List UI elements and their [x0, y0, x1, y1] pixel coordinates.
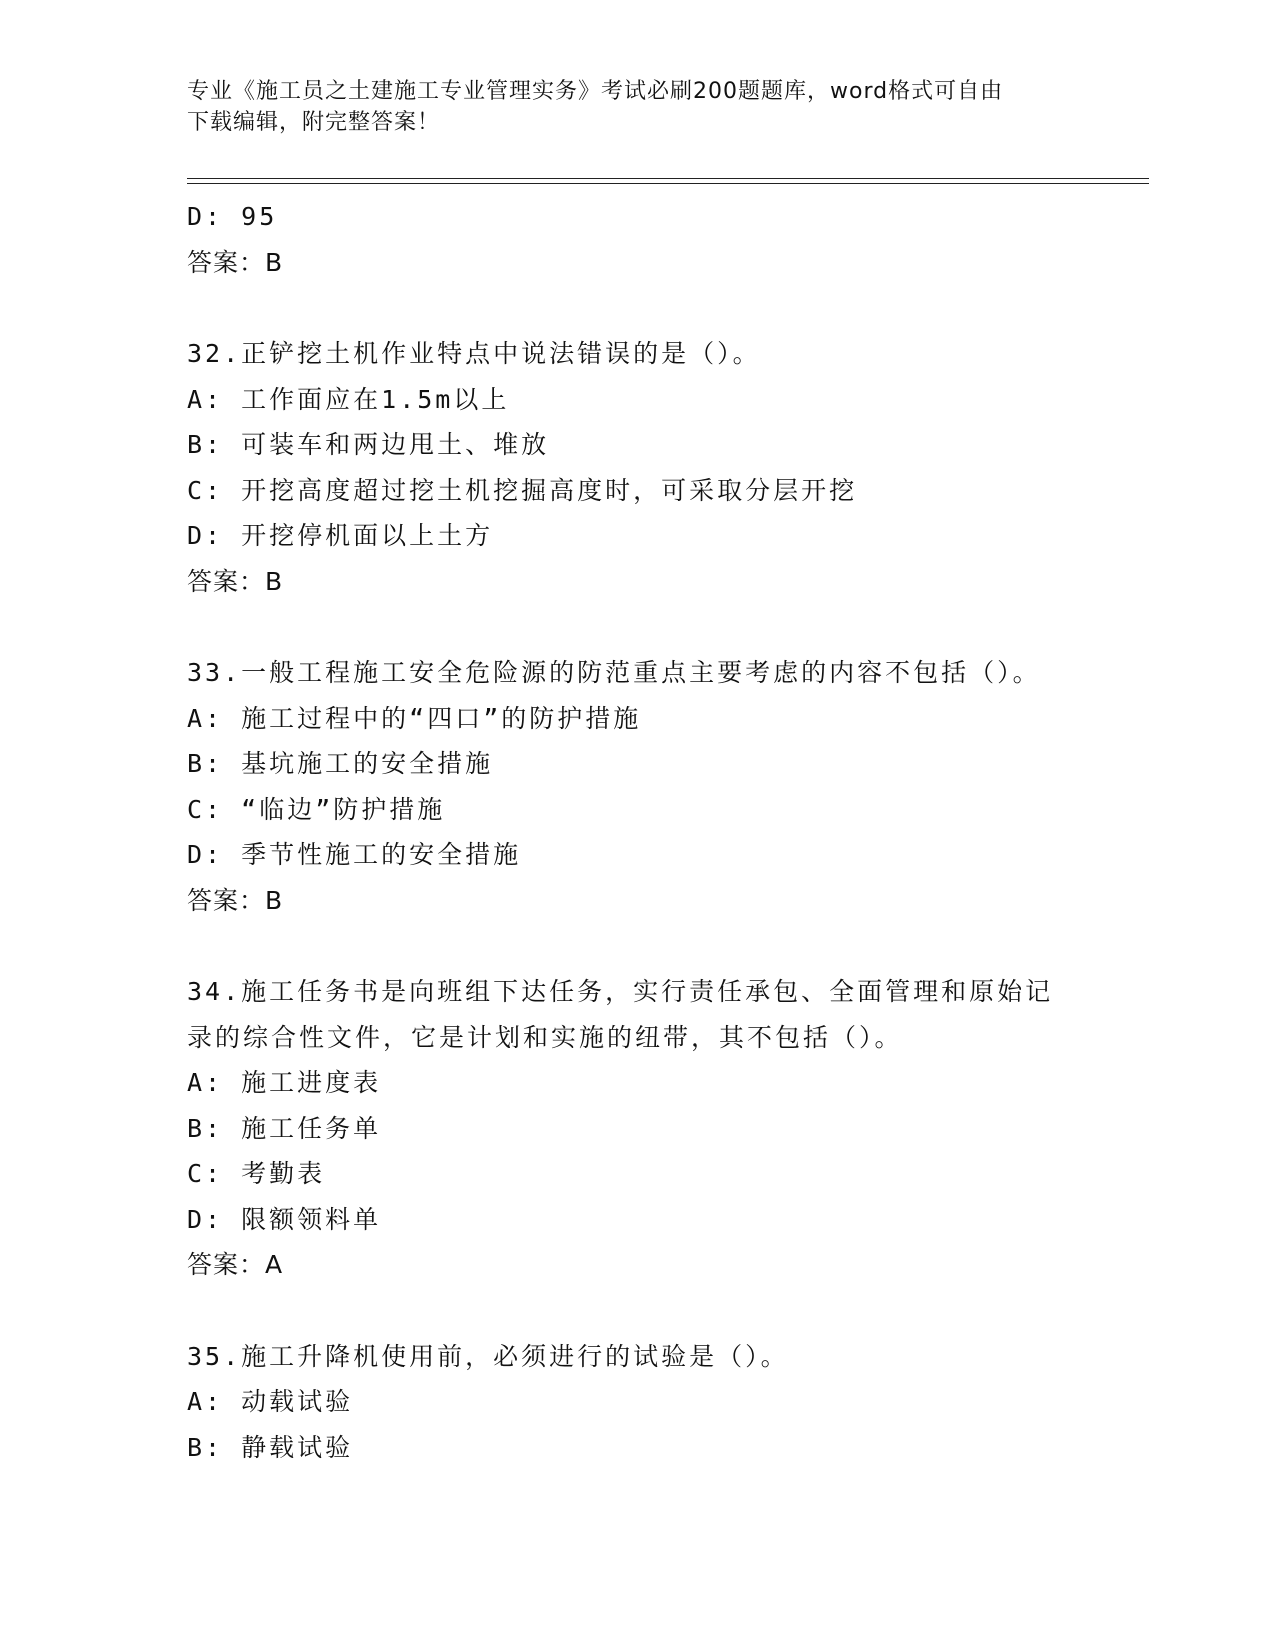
option-d: D: 95 — [187, 202, 278, 231]
question-title: 35.施工升降机使用前，必须进行的试验是（）。 — [187, 1341, 789, 1371]
answer: 答案：B — [187, 885, 284, 915]
spacer — [187, 285, 1087, 331]
document-content — [187, 194, 1087, 1470]
option-d: D: 开挖停机面以上土方 — [187, 521, 494, 550]
option-d: D: 限额领料单 — [187, 1204, 382, 1234]
option-d: D: 季节性施工的安全措施 — [187, 840, 522, 869]
option-b: B: 可装车和两边甩土、堆放 — [187, 430, 550, 459]
answer: 答案：B — [187, 247, 284, 277]
option-b: B: 静载试验 — [187, 1432, 354, 1462]
question-34 — [187, 969, 1087, 1288]
question-35 — [187, 1334, 1087, 1471]
header-rule-top — [187, 178, 1149, 179]
document-header — [187, 76, 1087, 138]
question-title-line-2: 录的综合性文件，它是计划和实施的纽带，其不包括（）。 — [187, 1022, 903, 1052]
option-c: C: 考勤表 — [187, 1159, 326, 1188]
option-a: A: 施工进度表 — [187, 1068, 382, 1097]
spacer — [187, 1288, 1087, 1334]
question-title: 32.正铲挖土机作业特点中说法错误的是（）。 — [187, 339, 761, 368]
header-line-2: 下载编辑，附完整答案！ — [187, 110, 441, 135]
spacer — [187, 923, 1087, 969]
header-rule-bottom — [187, 183, 1149, 184]
option-a: A: 工作面应在1.5m以上 — [187, 384, 510, 414]
header-line-1: 专业《施工员之土建施工专业管理实务》考试必刷200题题库，word格式可自由 — [187, 79, 1004, 104]
option-a: A: 施工过程中的“四口”的防护措施 — [187, 703, 642, 733]
question-33 — [187, 650, 1087, 923]
answer: 答案：B — [187, 566, 284, 596]
question-title-line-1: 34.施工任务书是向班组下达任务，实行责任承包、全面管理和原始记 — [187, 977, 1054, 1006]
option-c: C: “临边”防护措施 — [187, 794, 446, 824]
option-b: B: 施工任务单 — [187, 1113, 382, 1143]
question-32 — [187, 331, 1087, 604]
option-c: C: 开挖高度超过挖土机挖掘高度时，可采取分层开挖 — [187, 475, 858, 505]
spacer — [187, 604, 1087, 650]
option-b: B: 基坑施工的安全措施 — [187, 749, 494, 778]
option-a: A: 动载试验 — [187, 1387, 354, 1416]
question-31-tail — [187, 194, 1087, 285]
answer: 答案：A — [187, 1250, 284, 1279]
question-title: 33.一般工程施工安全危险源的防范重点主要考虑的内容不包括（）。 — [187, 658, 1041, 687]
